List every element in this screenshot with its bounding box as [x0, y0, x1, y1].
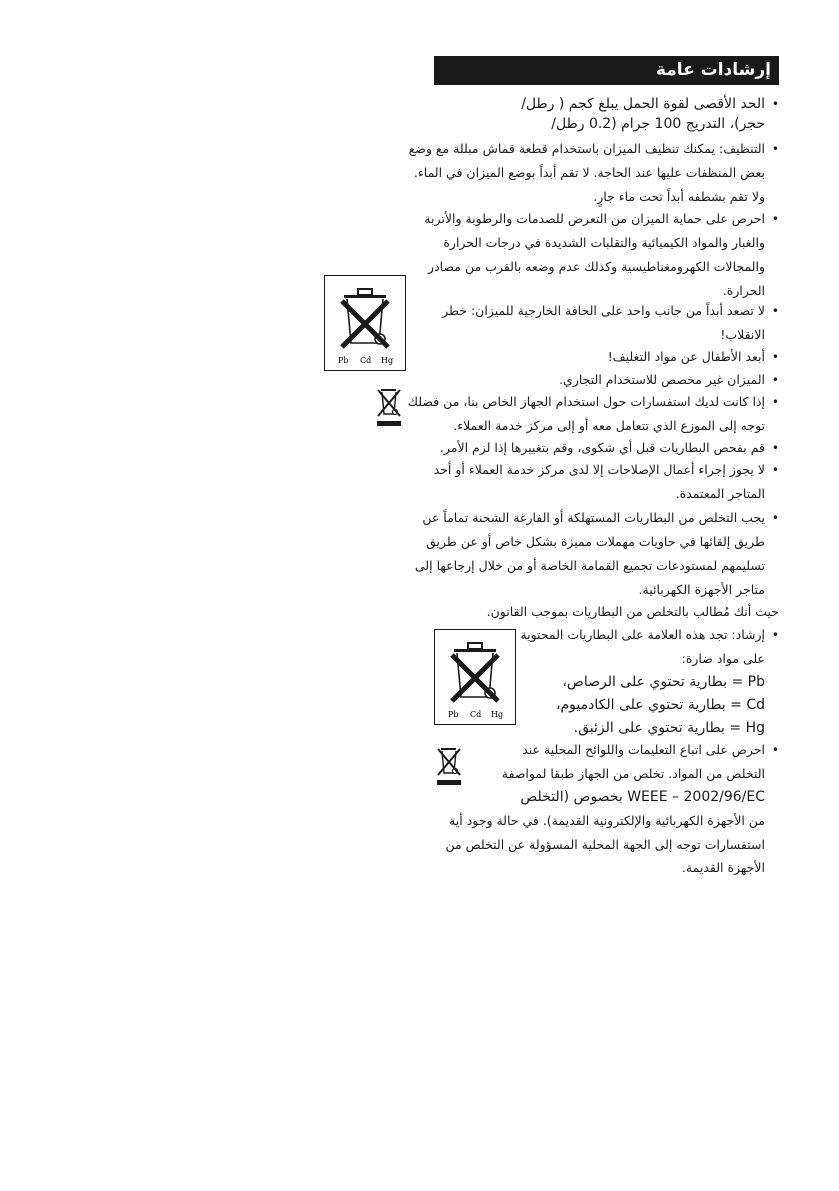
bullet-marker [772, 627, 779, 643]
bullet-marker [772, 440, 779, 456]
text-line: الحد الأقصى لقوة الحمل يبلغ كجم ( رطل/ [521, 96, 765, 112]
text-line: والغبار والمواد الكيميائية والتقلبات الشديدة في درجات الحرارة [443, 235, 765, 250]
hg-label: Hg [491, 710, 504, 719]
text-line: متاجر الأجهزة الكهربائية. [638, 582, 765, 597]
bullet-marker [772, 462, 779, 478]
text-line: من الأجهزة الكهربائية والإلكترونية القديمة). في حالة وجود أية [449, 813, 765, 828]
battery-disposal-icon-2 [434, 629, 516, 725]
cd-label: Cd [470, 710, 482, 719]
bullet-marker [772, 96, 779, 112]
text-line: طريق إلقائها في حاويات مهملات مميزة بشكل خاص أو عن طريق [426, 534, 765, 549]
text-line: لا يجوز إجراء أعمال الإصلاحات إلا لدى مركز خدمة العملاء أو أحد [433, 462, 765, 477]
text-line: استفسارات توجه إلى الجهة المحلية المسؤولة عن التخلص من [445, 837, 765, 852]
weee-icon-2 [434, 745, 464, 789]
text-line: المتاجر المعتمدة. [675, 486, 765, 501]
text-line: توجه إلى الموزع الذي تتعامل معه أو إلى مركز خدمة العملاء. [453, 418, 765, 433]
cd-label: Cd [360, 356, 372, 365]
text-line: تسليمهم لمستودعات تجميع القمامة الخاصة أو من خلال إرجاعها إلى [414, 558, 765, 573]
bullet-marker [772, 303, 779, 319]
text-line: ولا تقم بشطفه أبداً تحت ماء جارٍ. [593, 189, 765, 204]
text-line: الأجهزة القديمة. [681, 860, 765, 875]
text-line: حجر)، التدريج 100 جرام (0.2 رطل/ [551, 116, 765, 132]
battery-disposal-icon [324, 275, 406, 371]
bullet-marker [772, 211, 779, 227]
text-line: احرص على اتباع التعليمات واللوائح المحلية عند [522, 742, 765, 757]
text-line: احرص على حماية الميزان من التعرض للصدمات والرطوبة والأتربة [424, 211, 765, 226]
text-line: التنظيف: يمكنك تنظيف الميزان باستخدام قطعة قماش مبللة مع وضع [408, 141, 765, 156]
text-line: والمجالات الكهرومغناطيسية وكذلك عدم وضعه بالقرب من مصادر [428, 259, 765, 274]
bullet-marker [772, 394, 779, 410]
bullet-marker [772, 742, 779, 758]
text-line: Pb = بطارية تحتوي على الرصاص، [562, 674, 765, 690]
bullet-marker [772, 141, 779, 157]
text-line: WEEE – 2002/96/EC بخصوص (التخلص [520, 789, 765, 805]
bullet-marker [772, 349, 779, 365]
hg-label: Hg [381, 356, 394, 365]
text-line: لا تصعد أبداً من جانب واحد على الحافة الخارجية للميزان: خطر [442, 303, 765, 318]
section-title: إرشادات عامة [434, 56, 779, 85]
text-line: Cd = بطارية تحتوي على الكادميوم، [556, 697, 765, 713]
pb-label: Pb [338, 356, 349, 365]
text-line: إرشاد: تجد هذه العلامة على البطاريات المحتوية [520, 627, 765, 642]
text-line: الانقلاب! [720, 327, 765, 342]
text-line: بعض المنظفات عليها عند الحاجة. لا تقم أبداً بوضع الميزان في الماء. [413, 165, 765, 180]
text-line: أبعد الأطفال عن مواد التغليف! [607, 349, 765, 364]
pb-label: Pb [448, 710, 459, 719]
text-line: إذا كانت لديك استفسارات حول استخدام الجهاز الخاص بنا، من فضلك [407, 394, 765, 409]
text-line: Hg = بطارية تحتوي على الزئبق. [573, 720, 765, 736]
bullet-marker [772, 510, 779, 526]
text-line: التخلص من المواد. تخلص من الجهاز طبقا لمواصفة [501, 766, 765, 781]
bullet-marker [772, 372, 779, 388]
text-line: الميزان غير مخصص للاستخدام التجاري. [559, 372, 765, 387]
text-line: الحرارة. [722, 283, 765, 298]
text-line: حيث أنك مُطالب بالتخلص من البطاريات بموجب القانون. [486, 604, 779, 619]
weee-icon [374, 386, 404, 430]
text-line: على مواد ضارة: [681, 651, 765, 666]
text-line: قم بفحص البطاريات قبل أي شكوى، وقم بتغييرها إذا لزم الأمر. [439, 440, 765, 455]
text-line: يجب التخلص من البطاريات المستهلكة أو الفارغة الشحنة تماماً عن [422, 510, 765, 525]
